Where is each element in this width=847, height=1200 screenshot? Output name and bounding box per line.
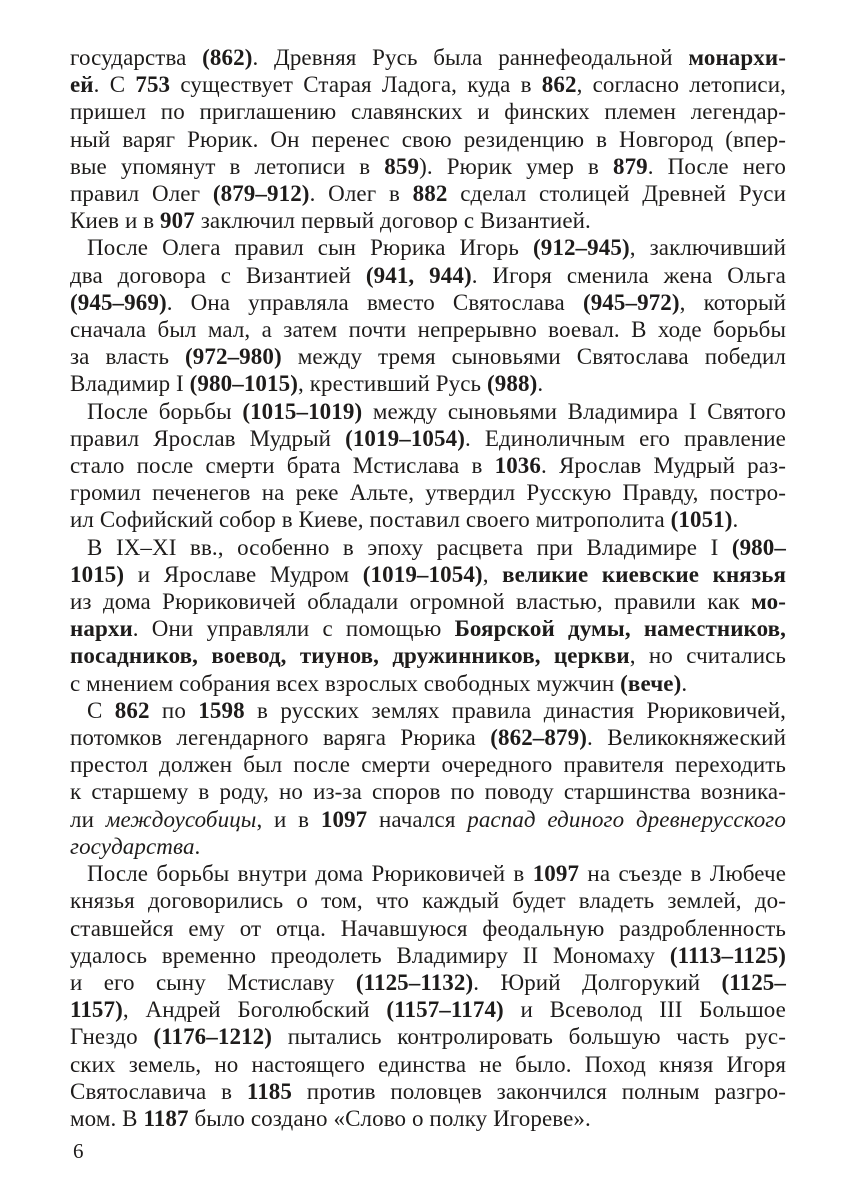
text-line	[70, 642, 786, 669]
text-run: сначала был мал, а затем почти непрерывно воевал. В ходе борьбы	[70, 317, 786, 343]
bold-run: 1036	[494, 453, 541, 479]
text-run: . Древняя Русь была раннефеодальной	[252, 45, 689, 70]
text-line	[70, 697, 786, 724]
text-run: После борьбы	[87, 398, 243, 424]
bold-run: (вече)	[620, 670, 682, 696]
bold-run: 1598	[198, 697, 245, 723]
bold-run: 1097	[532, 861, 580, 887]
bold-run: (941, 944)	[365, 262, 472, 288]
bold-run: 1157)	[70, 997, 123, 1023]
text-run: удалось временно преодолеть Владимиру II Мономаху	[70, 942, 670, 968]
text-run: .	[194, 833, 201, 859]
bold-run: ей	[70, 72, 94, 98]
text-run: мом. В	[70, 1105, 144, 1131]
text-line	[70, 1078, 786, 1105]
text-run: , и в	[256, 806, 321, 832]
bold-run: нархи	[70, 616, 133, 642]
text-run: , но считались	[629, 643, 787, 669]
bold-run: 862	[541, 72, 577, 98]
text-line	[70, 425, 786, 452]
text-run: , заключивший	[629, 235, 786, 261]
text-line	[70, 479, 786, 506]
text-run: и его сыну Мстиславу	[70, 969, 356, 995]
text-run: . Она управляла вместо Святослава	[166, 289, 583, 315]
text-line	[70, 751, 786, 778]
text-line	[70, 887, 786, 914]
text-line	[70, 398, 786, 425]
text-line	[70, 588, 786, 615]
text-run: Киев и в	[70, 208, 161, 234]
text-line	[70, 262, 786, 289]
text-run: сделал столицей Древней Руси	[447, 181, 787, 207]
bold-run: (1176–1212)	[153, 1024, 273, 1050]
bold-run: (1019–1054)	[362, 561, 483, 587]
text-run: , который	[679, 289, 786, 315]
text-run: . Великокняжеский	[586, 725, 786, 751]
text-line	[70, 915, 786, 942]
bold-run: великие киевские князья	[502, 561, 786, 587]
text-run: правил Ярослав Мудрый	[70, 425, 346, 451]
text-run: ли	[70, 806, 106, 832]
text-run: В IX–XI вв., особенно в эпоху расцвета при Владимире I	[87, 534, 732, 560]
text-run: начался	[367, 806, 468, 832]
text-line	[70, 806, 786, 833]
text-run: . Игоря сменила жена Ольга	[471, 262, 786, 288]
bold-run: посадников, воевод, тиунов, дружинников, церкви	[70, 643, 630, 669]
text-run: ил Софийский собор в Киеве, поставил своего митрополита	[70, 507, 671, 533]
text-line	[70, 44, 786, 71]
bold-run: 1015)	[70, 561, 125, 587]
text-run: с мнением собрания всех взрослых свободных мужчин	[70, 670, 621, 696]
text-line	[70, 615, 786, 642]
text-run: потомков легендарного варяга Рюрика	[70, 725, 491, 751]
bold-run: 879	[612, 153, 648, 179]
text-line	[70, 98, 786, 125]
text-run: громил печенегов на реке Альте, утвердил Русскую Правду, постро-	[70, 480, 786, 506]
bold-run: (1125–1132)	[355, 969, 474, 995]
bold-run: (1051)	[670, 507, 733, 533]
text-line	[70, 778, 786, 805]
text-run: и Всеволод III Большое	[503, 997, 786, 1023]
text-run: .	[732, 507, 739, 533]
bold-run: (912–945)	[533, 235, 630, 261]
text-run: пытались контролировать большую часть рус-	[272, 1024, 786, 1050]
text-run: на съезде в Любече	[579, 861, 787, 887]
page-text-block	[70, 44, 786, 1132]
bold-run: 1187	[143, 1105, 189, 1131]
text-line	[70, 724, 786, 751]
text-run: Владимир I	[70, 371, 190, 397]
bold-run: 1097	[320, 806, 368, 832]
text-run: .	[681, 670, 688, 696]
text-run: престол должен был после смерти очередного правителя переходить	[70, 752, 786, 778]
bold-run: Боярской думы, наместников,	[454, 616, 786, 642]
text-run: к старшему в роду, но из-за споров по поводу старшинства возника-	[70, 779, 786, 805]
text-run: между тремя сыновьями Святослава победил	[281, 344, 786, 370]
text-run: . Единоличным его правление	[465, 425, 786, 451]
text-run: . Олег в	[309, 181, 413, 207]
text-run: ских земель, но настоящего единства не было. Поход князя Игоря	[70, 1051, 786, 1077]
text-run: , Андрей Боголюбский	[122, 997, 387, 1023]
text-run: . Ярослав Мудрый раз-	[541, 453, 786, 479]
text-line	[70, 370, 786, 397]
bold-run: (945–972)	[582, 289, 680, 315]
text-run: существует Старая Ладога, куда в	[170, 72, 542, 98]
text-line	[70, 71, 786, 98]
bold-run: (862)	[202, 45, 253, 70]
bold-run: (1019–1054)	[345, 425, 465, 451]
text-run: вые упомянут в летописи в	[70, 153, 385, 179]
bold-run: (1157–1174)	[386, 997, 504, 1023]
bold-run: 753	[135, 72, 171, 98]
bold-run: (980–1015)	[189, 371, 298, 397]
text-run: . Они управляли с помощью	[132, 616, 455, 642]
bold-run: (972–980)	[185, 344, 282, 370]
text-line	[70, 534, 786, 561]
text-line	[70, 207, 786, 234]
bold-run: 882	[412, 181, 448, 207]
text-run: С	[87, 697, 115, 723]
text-run: После борьбы внутри дома Рюриковичей в	[87, 861, 533, 887]
text-run: ). Рюрик умер в	[419, 153, 613, 179]
text-run: и Ярославе Мудром	[124, 561, 363, 587]
text-line	[70, 180, 786, 207]
text-run: заключил первый договор с Византией.	[194, 208, 591, 234]
text-line	[70, 996, 786, 1023]
bold-run: 862	[114, 697, 150, 723]
text-run: ставшейся ему от отца. Начавшуюся феодальную раздробленность	[70, 915, 786, 941]
text-run: правил Олег	[70, 181, 213, 207]
bold-run: 907	[160, 208, 195, 234]
bold-run: (980–	[731, 534, 786, 560]
text-run: два договора с Византией	[70, 262, 366, 288]
text-run: После Олега правил сын Рюрика Игорь	[87, 235, 533, 261]
text-line	[70, 670, 786, 697]
text-line	[70, 833, 786, 860]
text-run: князья договорились о том, что каждый будет владеть землей, до-	[70, 888, 786, 914]
text-line	[70, 153, 786, 180]
bold-run: (945–969)	[70, 289, 167, 315]
text-run: . Юрий Долгорукий	[473, 969, 722, 995]
bold-run: (1015–1019)	[242, 398, 363, 424]
text-run: . После него	[647, 153, 787, 179]
text-run: Гнездо	[70, 1024, 154, 1050]
text-run: , согласно летописи,	[576, 72, 786, 98]
text-run: за власть	[70, 344, 186, 370]
text-line	[70, 860, 786, 887]
text-run: между сыновьями Владимира I Святого	[362, 398, 786, 424]
text-line	[70, 1023, 786, 1050]
italic-run: междоусобицы	[105, 806, 257, 832]
text-line	[70, 1051, 786, 1078]
bold-run: монархи-	[688, 45, 786, 70]
bold-run: 1185	[246, 1078, 292, 1104]
text-line	[70, 942, 786, 969]
bold-run: (862–879)	[490, 725, 587, 751]
text-line	[70, 506, 786, 533]
italic-run: распад единого древнерусского	[467, 806, 786, 832]
bold-run: 859	[384, 153, 420, 179]
text-line	[70, 969, 786, 996]
text-run: . С	[93, 72, 136, 98]
text-run: стало после смерти брата Мстислава в	[70, 453, 495, 479]
text-line	[70, 343, 786, 370]
text-line	[70, 316, 786, 343]
text-line	[70, 289, 786, 316]
text-run: Святославича в	[70, 1078, 247, 1104]
text-run: государства	[70, 45, 203, 70]
bold-run: (988)	[487, 371, 538, 397]
text-run: , крестивший Русь	[298, 371, 488, 397]
text-line	[70, 1105, 786, 1132]
text-run: пришел по приглашению славянских и финских племен легендар-	[70, 99, 786, 125]
text-run: по	[149, 697, 199, 723]
page-number: 6	[73, 1139, 84, 1163]
text-run: .	[537, 371, 544, 397]
bold-run: (1113–1125)	[669, 942, 786, 968]
text-run: ,	[482, 561, 503, 587]
bold-run: (1125–	[721, 969, 786, 995]
text-line	[70, 452, 786, 479]
text-run: против половцев закончился полным разгро-	[292, 1078, 786, 1104]
italic-run: государства	[70, 833, 195, 859]
text-line	[70, 126, 786, 153]
text-line	[70, 234, 786, 261]
text-run: из дома Рюриковичей обладали огромной властью, правили как	[70, 589, 752, 615]
text-line	[70, 561, 786, 588]
text-run: в русских землях правила династия Рюриковичей,	[244, 697, 786, 723]
bold-run: мо-	[751, 589, 786, 615]
text-run: было создано «Слово о полку Игореве».	[188, 1105, 591, 1131]
text-run: ный варяг Рюрик. Он перенес свою резиденцию в Новгород (впер-	[70, 126, 786, 152]
bold-run: (879–912)	[212, 181, 310, 207]
